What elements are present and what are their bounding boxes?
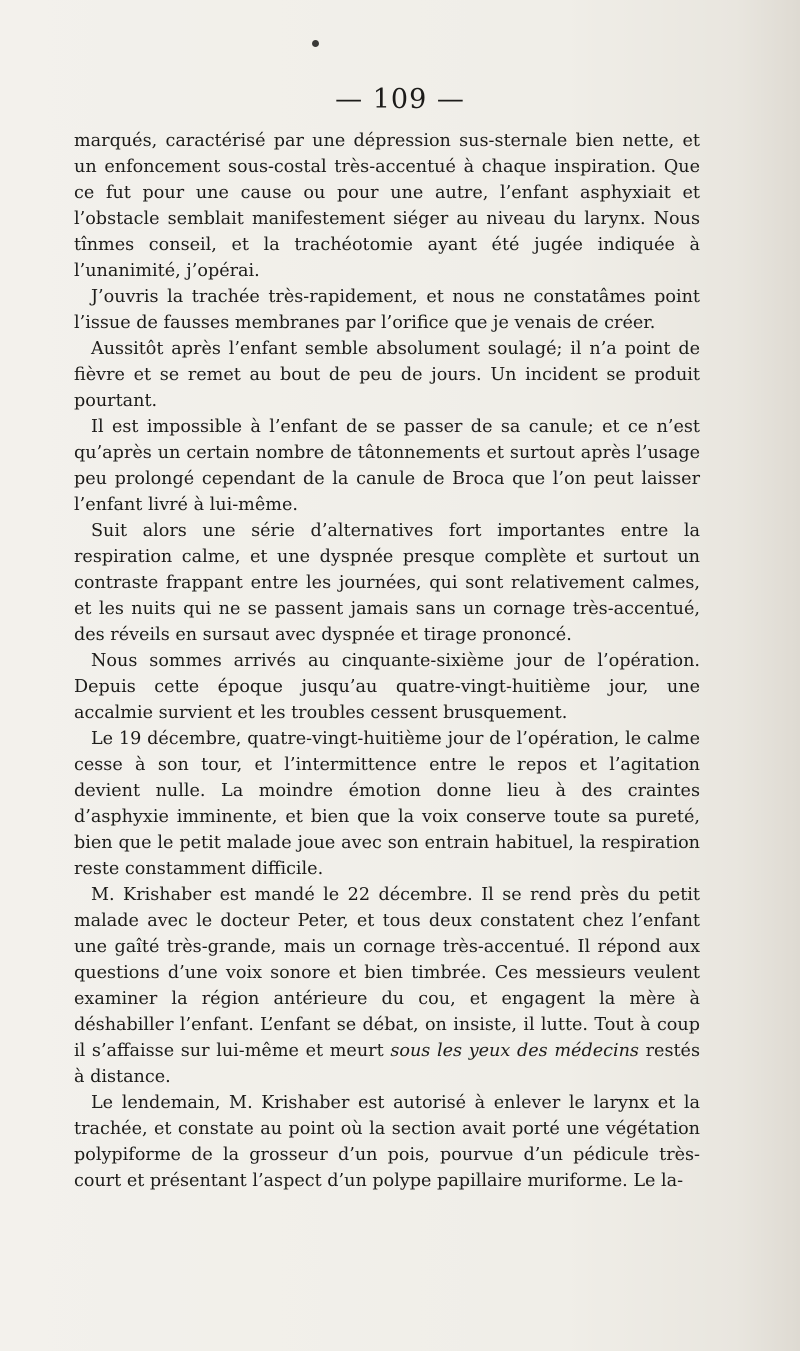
ink-spot [312, 40, 319, 47]
paragraph-2: J’ouvris la trachée très-rapidement, et nous ne constatâmes point l’issue de fausses membranes par l’orifice que je venais de créer. [74, 287, 700, 333]
paragraph-8-text: M. Krishaber est mandé le 22 décembre. Il se rend près du petit malade avec le docteur Peter, et tous deux constatent chez l’enfant une gaîté très-grande, mais un cornage très-accentué. Il répond aux questions d’une voix sonore et bien timbrée. Ces messieurs veulent examiner la région antérieure du cou, et engagent la mère à déshabiller l’enfant. L’enfant se débat, on insiste, il lutte. Tout à coup il s’affaisse sur lui-même et meurt [74, 885, 700, 1061]
paragraph-8 [74, 882, 700, 1090]
paragraph-1: marqués, caractérisé par une dépression sus-sternale bien nette, et un enfoncement sous-costal très-accentué à chaque inspiration. Que ce fut pour une cause ou pour une autre, l’enfant asphyxiait et l’obstacle semblait manifestement siéger au niveau du larynx. Nous tînmes conseil, et la trachéotomie ayant été jugée indiquée à l’unanimité, j’opérai. [74, 131, 700, 281]
paragraph-8-italic: sous les yeux des médecins [390, 1041, 639, 1061]
paragraph-5: Suit alors une série d’alternatives fort importantes entre la respiration calme, et une dyspnée presque complète et surtout un contraste frappant entre les journées, qui sont relativement calmes, et les nuits qui ne se passent jamais sans un cornage très-accentué, des réveils en sursaut avec dyspnée et tirage prononcé. [74, 521, 700, 645]
paragraph-7: Le 19 décembre, quatre-vingt-huitième jour de l’opération, le calme cesse à son tour, et l’intermittence entre le repos et l’agitation devient nulle. La moindre émotion donne lieu à des craintes d’asphyxie imminente, et bien que la voix conserve toute sa pureté, bien que le petit malade joue avec son entrain habituel, la respiration reste constamment difficile. [74, 729, 700, 879]
paragraph-9: Le lendemain, M. Krishaber est autorisé à enlever le larynx et la trachée, et constate au point où la section avait porté une végétation polypiforme de la grosseur d’un pois, pourvue d’un pédicule très-court et présentant l’aspect d’un polype papillaire muriforme. Le la- [74, 1093, 700, 1191]
paragraph-8-end: restés à distance. [74, 1041, 700, 1087]
page-number: — 109 — [335, 84, 465, 115]
paragraph-4: Il est impossible à l’enfant de se passer de sa canule; et ce n’est qu’après un certain nombre de tâtonnements et surtout après l’usage peu prolongé cependant de la canule de Broca que l’on peut laisser l’enfant livré à lui-même. [74, 417, 700, 515]
paragraph-3: Aussitôt après l’enfant semble absolument soulagé; il n’a point de fièvre et se remet au bout de peu de jours. Un incident se produit pourtant. [74, 339, 700, 411]
paragraph-6: Nous sommes arrivés au cinquante-sixième jour de l’opération. Depuis cette époque jusqu’au quatre-vingt-huitième jour, une accalmie survient et les troubles cessent brusquement. [74, 651, 700, 723]
body-text [74, 128, 700, 1194]
